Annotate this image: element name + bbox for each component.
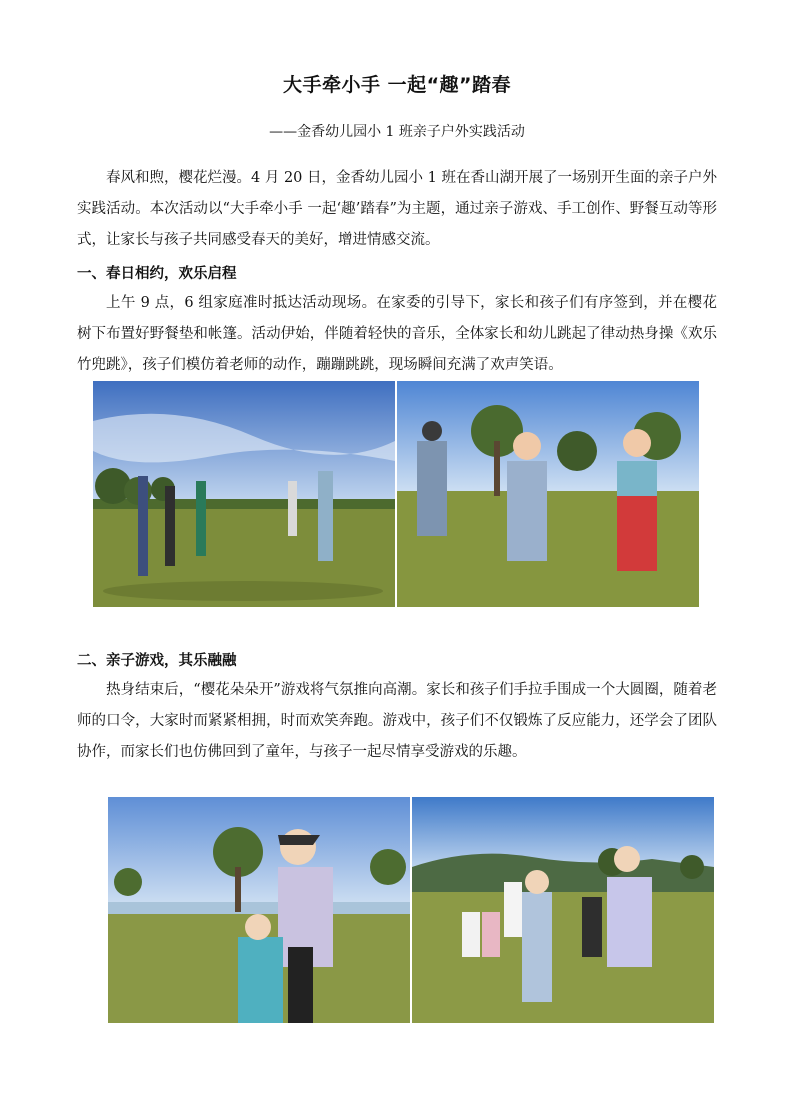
photo-parent-child-hug xyxy=(108,797,410,1023)
intro-paragraph: 春风和煦，樱花烂漫。4 月 20 日，金香幼儿园小 1 班在香山湖开展了一场别开生面的亲子户外实践活动。本次活动以“大手牵小手 一起‘趣’踏春”为主题，通过亲子游戏、手工创作、野餐互动等形式，让家长与孩子共同感受春天的美好，增进情感交流。 xyxy=(77,170,717,248)
photo-warmup-dance xyxy=(93,381,395,607)
photo-children-dancing xyxy=(397,381,699,607)
section-1-paragraph: 上午 9 点，6 组家庭准时抵达活动现场。在家委的引导下，家长和孩子们有序签到，并在樱花树下布置好野餐垫和帐篷。活动伊始，伴随着轻快的音乐，全体家长和幼儿跳起了律动热身操《欢乐竹兜跳》，孩子们模仿着老师的动作，蹦蹦跳跳，现场瞬间充满了欢声笑语。 xyxy=(77,295,717,373)
page-subtitle: ——金香幼儿园小 1 班亲子户外实践活动 xyxy=(269,124,525,140)
photo-circle-game xyxy=(412,797,714,1023)
section-2-heading: 二、亲子游戏，其乐融融 xyxy=(77,653,237,669)
section-2-paragraph: 热身结束后，“樱花朵朵开”游戏将气氛推向高潮。家长和孩子们手拉手围成一个大圆圈，随着老师的口令，大家时而紧紧相拥，时而欢笑奔跑。游戏中，孩子们不仅锻炼了反应能力，还学会了团队协作，而家长们也仿佛回到了童年，与孩子一起尽情享受游戏的乐趣。 xyxy=(77,682,717,760)
section-1-heading: 一、春日相约，欢乐启程 xyxy=(77,266,237,282)
page-title: 大手牵小手 一起“趣”踏春 xyxy=(282,74,512,96)
